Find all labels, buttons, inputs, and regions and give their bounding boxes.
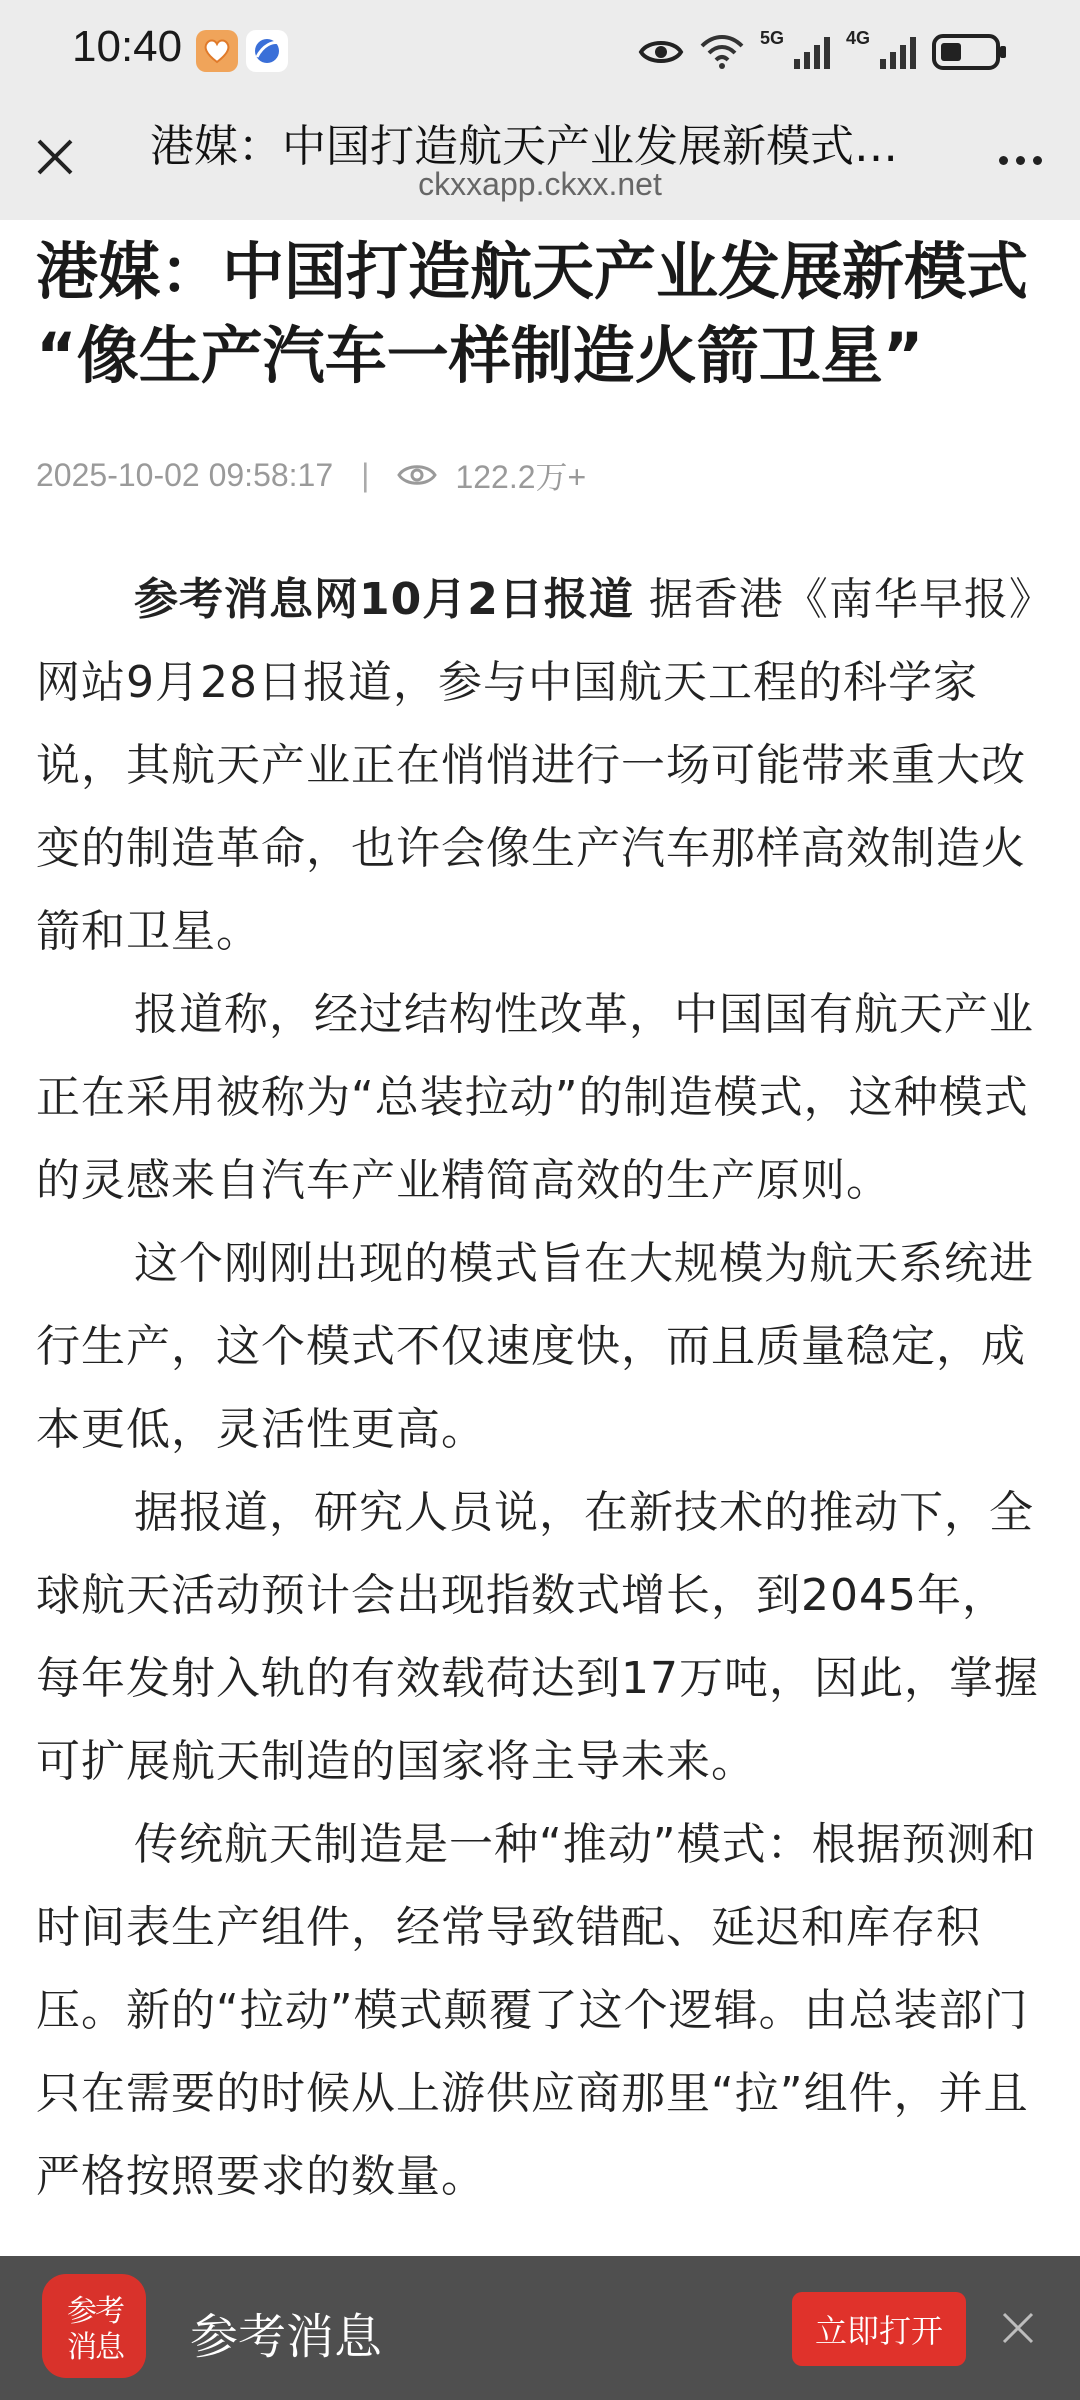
article-paragraph: 传统航天制造是一种“推动”模式：根据预测和时间表生产组件，经常导致错配、延迟和库存积压。新的“拉动”模式颠覆了这个逻辑。由总装部门只在需要的时候从上游供应商那里“拉”组件，并且严格按照要求的数量。 <box>36 1819 1037 2202</box>
banner-close-button[interactable] <box>994 2304 1042 2352</box>
page-url: ckxxapp.ckxx.net <box>418 166 662 202</box>
paragraph-text: 据香港《南华早报》网站9月28日报道，参与中国航天工程的科学家说，其航天产业正在悄悄进行一场可能带来重大改变的制造革命，也许会像生产汽车那样高效制造火箭和卫星。 <box>36 574 1032 957</box>
banner-app-name: 参考消息 <box>190 2309 383 2365</box>
views-eye-icon <box>397 462 437 488</box>
svg-text:考: 考 <box>95 2294 125 2329</box>
article-lead: 参考消息网10月2日报道 <box>134 574 634 625</box>
article-body <box>36 558 1046 2218</box>
battery-icon <box>932 33 1008 71</box>
open-app-banner <box>0 2256 1080 2400</box>
svg-text:消: 消 <box>67 2330 97 2365</box>
status-time: 10:40 <box>72 22 183 71</box>
status-bar <box>0 0 1080 100</box>
article-meta <box>36 452 1046 498</box>
status-icons <box>638 28 1008 76</box>
article-paragraph <box>36 558 1046 973</box>
meta-separator: | <box>361 456 370 493</box>
article-title: 港媒：中国打造航天产业发展新模式 “像生产汽车一样制造火箭卫星” <box>36 235 1029 392</box>
eye-icon <box>638 37 684 67</box>
wifi-icon <box>700 34 744 70</box>
signal-5g-label: 5G <box>759 28 784 48</box>
more-dot <box>1033 156 1042 165</box>
article-paragraph: 这个刚刚出现的模式旨在大规模为航天系统进行生产，这个模式不仅速度快，而且质量稳定，成本更低，灵活性更高。 <box>36 1238 1034 1455</box>
article-paragraph: 据报道，研究人员说，在新技术的推动下，全球航天活动预计会出现指数式增长，到2045年，每年发射入轨的有效载荷达到17万吨，因此，掌握可扩展航天制造的国家将主导未来。 <box>36 1487 1039 1787</box>
more-menu-button[interactable] <box>990 140 1050 180</box>
article-datetime: 2025-10-02 09:58:17 <box>36 456 334 493</box>
heart-app-icon <box>196 30 238 72</box>
signal-4g-label: 4G <box>845 28 870 48</box>
svg-text:参: 参 <box>67 2294 97 2329</box>
browser-header <box>0 100 1080 220</box>
article <box>36 220 1046 2218</box>
browser-app-icon <box>246 30 288 72</box>
open-app-button[interactable]: 立即打开 <box>792 2292 966 2366</box>
signal-4g-icon <box>880 35 916 69</box>
svg-text:息: 息 <box>95 2330 125 2365</box>
article-paragraph: 报道称，经过结构性改革，中国国有航天产业正在采用被称为“总装拉动”的制造模式，这种模式的灵感来自汽车产业精简高效的生产原则。 <box>36 989 1034 1206</box>
more-dot <box>1016 156 1025 165</box>
signal-5g-icon <box>794 35 830 69</box>
article-views: 122.2万+ <box>455 459 587 495</box>
page-title: 港媒：中国打造航天产业发展新模式… <box>150 121 898 172</box>
more-dot <box>999 156 1008 165</box>
app-logo <box>42 2274 146 2378</box>
close-icon <box>994 2304 1042 2352</box>
